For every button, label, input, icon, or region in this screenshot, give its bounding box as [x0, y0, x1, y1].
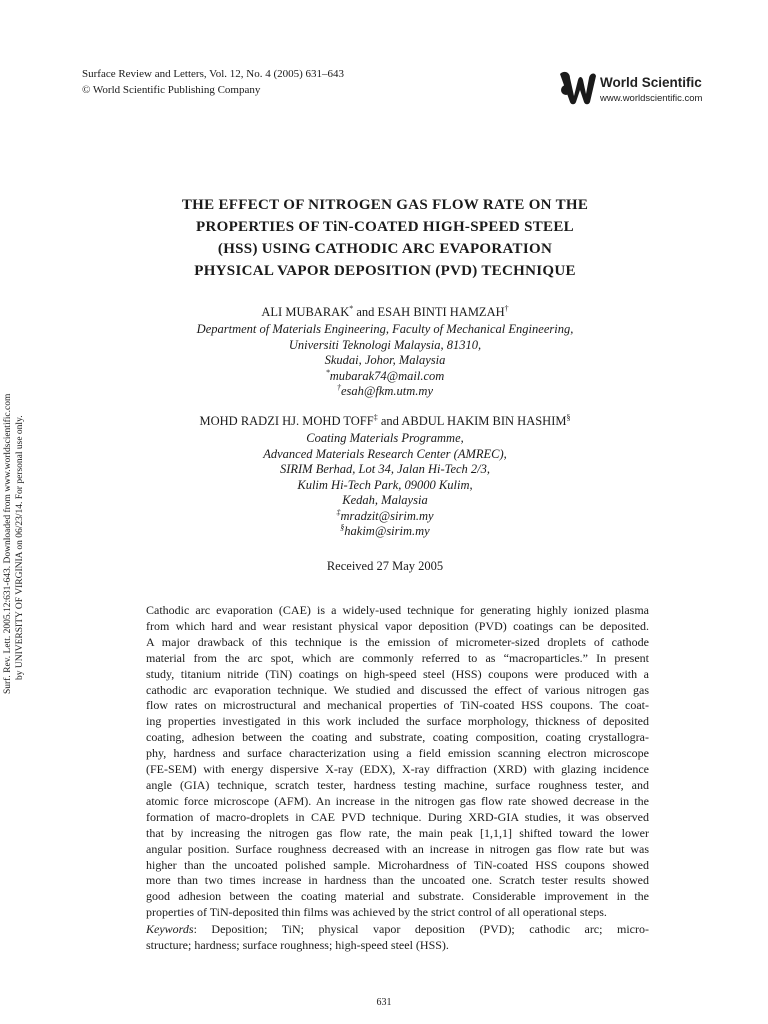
- page-number: 631: [376, 997, 392, 1008]
- download-notice-line-2: by UNIVERSITY OF VIRGINIA on 06/23/14. For personal use only.: [15, 415, 25, 680]
- abstract-line: A major drawback of this technique is the emission of micrometer-sized droplets of cathode: [146, 634, 649, 649]
- abstract-line: good adhesion between the coating material and substrate. Considerable improvement in the: [146, 889, 649, 904]
- email-line: [120, 509, 650, 525]
- abstract-line: material from the arc spot, which are commonly referred to as “macroparticles.” In present: [146, 650, 649, 665]
- abstract-line: properties of TiN-deposited thin films was achieved by the strict control of all operational steps.: [146, 905, 607, 920]
- abstract-line: ing properties investigated in this work included the surface morphology, thickness of deposited: [146, 714, 649, 729]
- abstract-line: formation of macro-droplets in CAE PVD technique. During XRD-GIA studies, it was observed: [146, 809, 649, 824]
- abstract-line: (FE-SEM) with energy dispersive X-ray (EDX), X-ray diffraction (XRD) with glazing incidence: [146, 762, 649, 777]
- author-name: ABDUL HAKIM BIN HASHIM: [401, 414, 567, 428]
- email-mark: *: [325, 367, 330, 377]
- email-link[interactable]: mradzit@sirim.my: [340, 508, 434, 523]
- abstract-line: flow rates on microstructural and mechanical properties of TiN-coated HSS coupons. The coat-: [146, 698, 649, 713]
- publisher-logo: [558, 68, 718, 108]
- abstract-line: phy, hardness and surface characterization using a field emission scanning electron microscope: [146, 746, 649, 761]
- abstract-line: cathodic arc evaporation technique. We studied and discussed the effect of various nitrogen gas: [146, 682, 649, 697]
- abstract-line: study, titanium nitride (TiN) coatings on high-speed steel (HSS) coupons were produced with a: [146, 666, 649, 681]
- affiliation-line: Advanced Materials Research Center (AMREC),: [263, 446, 507, 461]
- publisher-name: World Scientific: [600, 75, 702, 90]
- keywords-line: [146, 921, 649, 937]
- received-date: Received 27 May 2005: [326, 559, 444, 573]
- author-mark: ‡: [373, 412, 378, 422]
- abstract-line: that by increasing the nitrogen gas flow rate, the main peak [1,1,1] shifted toward the lower: [146, 825, 649, 840]
- author-joiner: and: [353, 305, 378, 319]
- affiliation-2: [120, 431, 650, 540]
- author-mark: §: [566, 412, 571, 422]
- abstract: [146, 603, 649, 921]
- email-mark: ‡: [336, 507, 341, 517]
- journal-header: [82, 66, 344, 98]
- title-line: THE EFFECT OF NITROGEN GAS FLOW RATE ON THE: [181, 197, 589, 213]
- abstract-line: angle (GIA) technique, scratch tester, hardness testing machine, surface roughness tester, and: [146, 777, 649, 792]
- email-link[interactable]: hakim@sirim.my: [344, 524, 430, 538]
- affiliation-line: Skudai, Johor, Malaysia: [324, 353, 446, 367]
- journal-citation: Surface Review and Letters, Vol. 12, No. 4 (2005) 631–643: [82, 68, 345, 80]
- keywords-label: Keywords: [146, 922, 194, 936]
- abstract-line: angular position. Surface roughness decreased with an increase in nitrogen gas flow rate but was: [146, 841, 649, 856]
- author-name: MOHD RADZI HJ. MOHD TOFF: [199, 414, 374, 428]
- world-scientific-logo-icon: [558, 68, 598, 108]
- keywords-line: structure; hardness; surface roughness; high-speed steel (HSS).: [146, 938, 449, 952]
- journal-copyright: © World Scientific Publishing Company: [82, 84, 261, 96]
- abstract-line: more than two times increase in hardness than the uncoated one. Scratch tester results showed: [146, 873, 649, 888]
- affiliation-line: Coating Materials Programme,: [306, 431, 464, 445]
- author-name: ESAH BINTI HAMZAH: [377, 305, 505, 319]
- abstract-line: atomic force microscope (AFM). An increase in the nitrogen gas flow rate showed decrease in the: [146, 793, 649, 808]
- author-line-2: [120, 414, 650, 430]
- affiliation-1: [120, 322, 650, 400]
- affiliation-line: Universiti Teknologi Malaysia, 81310,: [288, 337, 482, 352]
- email-mark: §: [340, 522, 345, 532]
- title-line: PROPERTIES OF TiN-COATED HIGH-SPEED STEEL: [196, 219, 574, 235]
- paper-title: [120, 194, 650, 282]
- affiliation-line: Kedah, Malaysia: [342, 493, 428, 507]
- author-name: ALI MUBARAK: [261, 305, 350, 319]
- publisher-url: www.worldscientific.com: [600, 93, 703, 104]
- author-mark: †: [504, 303, 509, 313]
- affiliation-line: Kulim Hi-Tech Park, 09000 Kulim,: [297, 477, 473, 492]
- abstract-line: Cathodic arc evaporation (CAE) is a widely-used technique for generating highly ionized plasma: [146, 603, 649, 617]
- email-line: [120, 524, 650, 540]
- email-line: [120, 369, 650, 385]
- author-joiner: and: [377, 414, 402, 428]
- email-line: [120, 384, 650, 400]
- abstract-line: coating, adhesion between the coating and substrate, coating composition, coating crystallogra-: [146, 730, 649, 745]
- title-line: (HSS) USING CATHODIC ARC EVAPORATION: [217, 241, 553, 257]
- keywords-text: : Deposition; TiN; physical vapor deposition (PVD); cathodic arc; micro-: [193, 922, 649, 936]
- abstract-line: higher than the uncoated polished sample. Microhardness of TiN-coated HSS coupons showed: [146, 857, 649, 872]
- download-notice: [2, 334, 26, 694]
- author-mark: *: [349, 303, 354, 313]
- email-link[interactable]: mubarak74@mail.com: [329, 368, 445, 383]
- keywords: [146, 921, 649, 953]
- affiliation-line: Department of Materials Engineering, Faculty of Mechanical Engineering,: [196, 322, 574, 336]
- affiliation-line: SIRIM Berhad, Lot 34, Jalan Hi-Tech 2/3,: [279, 462, 491, 476]
- abstract-line: from which hard and wear resistant physical vapor deposition (PVD) coatings can be deposited.: [146, 618, 649, 633]
- email-mark: †: [336, 382, 341, 392]
- email-link[interactable]: esah@fkm.utm.my: [340, 384, 434, 398]
- download-notice-line-1: Surf. Rev. Lett. 2005.12:631-643. Downloaded from www.worldscientific.com: [3, 393, 13, 694]
- title-line: PHYSICAL VAPOR DEPOSITION (PVD) TECHNIQUE: [194, 263, 576, 279]
- author-line-1: [120, 305, 650, 321]
